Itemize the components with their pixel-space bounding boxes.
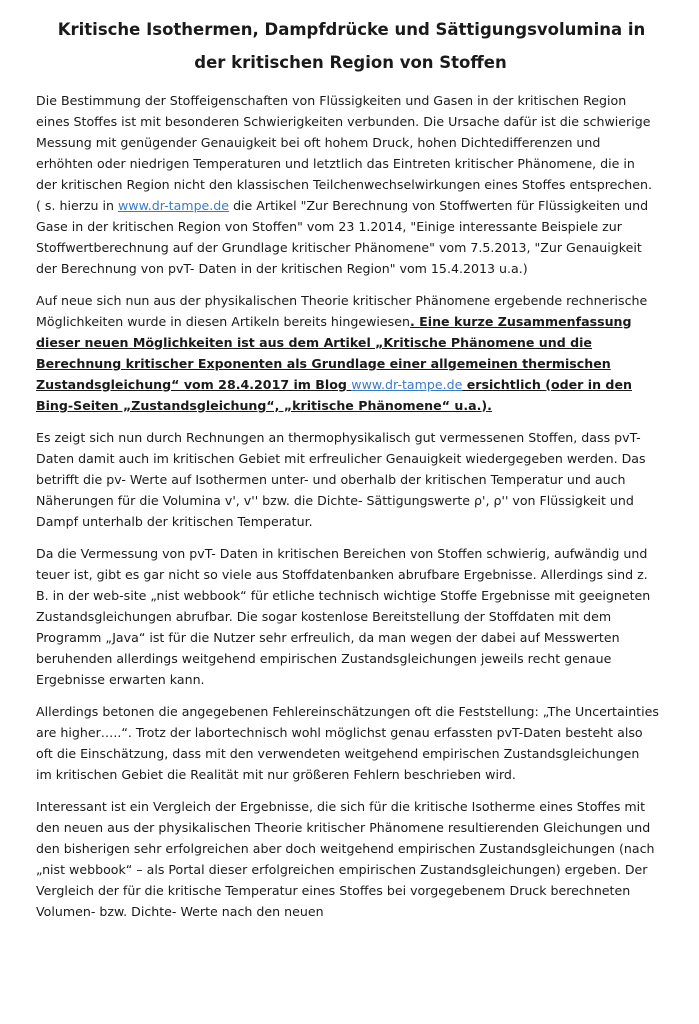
paragraph-summary-text: Auf neue sich nun aus der physikalischen Theorie kritischer Phänomene ergebende rechnerische Möglichkeiten wurde in diesen Artikeln bereits hingewiesen: [36, 292, 648, 329]
paragraph-results: Es zeigt sich nun durch Rechnungen an thermophysikalisch gut vermessenen Stoffen, dass pvT- Daten damit auch im kritischen Gebiet mit erfreulicher Genauigkeit wiedergegeben werden. Das betrifft die pv- Werte auf Isothermen unter- und oberhalb der kritischen Temperatur und auch Näherungen für die Volumina v', v'' bzw. die Dichte- Sättigungswerte ρ', ρ'' von Flüssigkeit und Dampf unterhalb der kritischen Temperatur.: [36, 429, 646, 529]
summary-highlight-text-a: . Eine kurze Zusammenfassung dieser neuen Möglichkeiten ist aus dem Artikel „Kritische Phänomene und die Berechnung kritischer Exponenten als Grundlage einer allgemeinen thermischen Zustandsgleichung“ vom 28.4.2017 im Blog: [36, 313, 632, 392]
title-line-1: Kritische Isothermen, Dampfdrücke und Sättigungsvolumina in: [57, 20, 646, 39]
document-title: [36, 18, 659, 76]
summary-highlight-text-b: ersichtlich (oder in den Bing-Seiten „Zustandsgleichung“, „kritische Phänomene“ u.a.).: [36, 376, 632, 413]
paragraph-uncertainties: Allerdings betonen die angegebenen Fehlereinschätzungen oft die Feststellung: „The Uncertainties are higher…..“. Trotz der labortechnisch wohl möglichst genau erfassten pvT-Daten besteht also oft die Einschätzung, dass mit den verwendeten weitgehend empirischen Zustandsgleichungen im kritischen Gebiet die Realität mit nur größeren Fehlern beschrieben wird.: [36, 703, 659, 782]
paragraph-intro-text-a: Die Bestimmung der Stoffeigenschaften von Flüssigkeiten und Gasen in der kritischen Region eines Stoffes ist mit besonderen Schwierigkeiten verbunden. Die Ursache dafür ist die schwierige Messung mit genügender Genauigkeit bei oft hohem Druck, hohen Dichtedifferenzen und erhöhten oder niedrigen Temperaturen und letztlich das Eintreten kritischer Phänomene, die in der kritischen Region nicht den klassischen Teilchenwechselwirkungen eines Stoffes entsprechen. ( s. hierzu in: [36, 92, 652, 213]
paragraph-databases: Da die Vermessung von pvT- Daten in kritischen Bereichen von Stoffen schwierig, aufwändig und teuer ist, gibt es gar nicht so viele aus Stoffdatenbanken abrufbare Ergebnisse. Allerdings sind z. B. in der web-site „nist webbook“ für etliche technisch wichtige Stoffe Ergebnisse mit geeigneten Zustandsgleichungen abrufbar. Die sogar kostenlose Bereitstellung der Stoffdaten mit dem Programm „Java“ ist für die Nutzer sehr erfreulich, da man wegen der dabei auf Messwerten beruhenden allerdings weitgehend empirischen Zustandsgleichungen jeweils recht genaue Ergebnisse erwarten kann.: [36, 545, 651, 687]
paragraph-summary: [36, 290, 659, 416]
title-line-2: der kritischen Region von Stoffen: [194, 52, 507, 72]
paragraph-intro: [36, 90, 659, 279]
paragraph-comparison: Interessant ist ein Vergleich der Ergebnisse, die sich für die kritische Isotherme eines Stoffes mit den neuen aus der physikalischen Theorie kritischer Phänomene resultierenden Gleichungen und den bisherigen sehr erfolgreichen aber doch weitgehend empirischen Zustandsgleichungen (nach „nist webbook“ – als Portal dieser erfolgreichen empirischen Zustandsgleichungen) ergeben. Der Vergleich der für die kritische Temperatur eines Stoffes bei vorgegebenem Druck berechneten Volumen- bzw. Dichte- Werte nach den neuen: [36, 798, 655, 919]
website-link[interactable]: www.dr-tampe.de: [117, 197, 230, 213]
blog-link[interactable]: www.dr-tampe.de: [351, 376, 463, 392]
paragraph-intro-text-b: die Artikel "Zur Berechnung von Stoffwerten für Flüssigkeiten und Gase in der kritischen Region von Stoffen" vom 23 1.2014, "Einige interessante Beispiele zur Stoffwertberechnung auf der Grundlage kritischer Phänomene" vom 7.5.2013, "Zur Genauigkeit der Berechnung von pvT- Daten in der kritischen Region" vom 15.4.2013 u.a.): [36, 197, 649, 276]
